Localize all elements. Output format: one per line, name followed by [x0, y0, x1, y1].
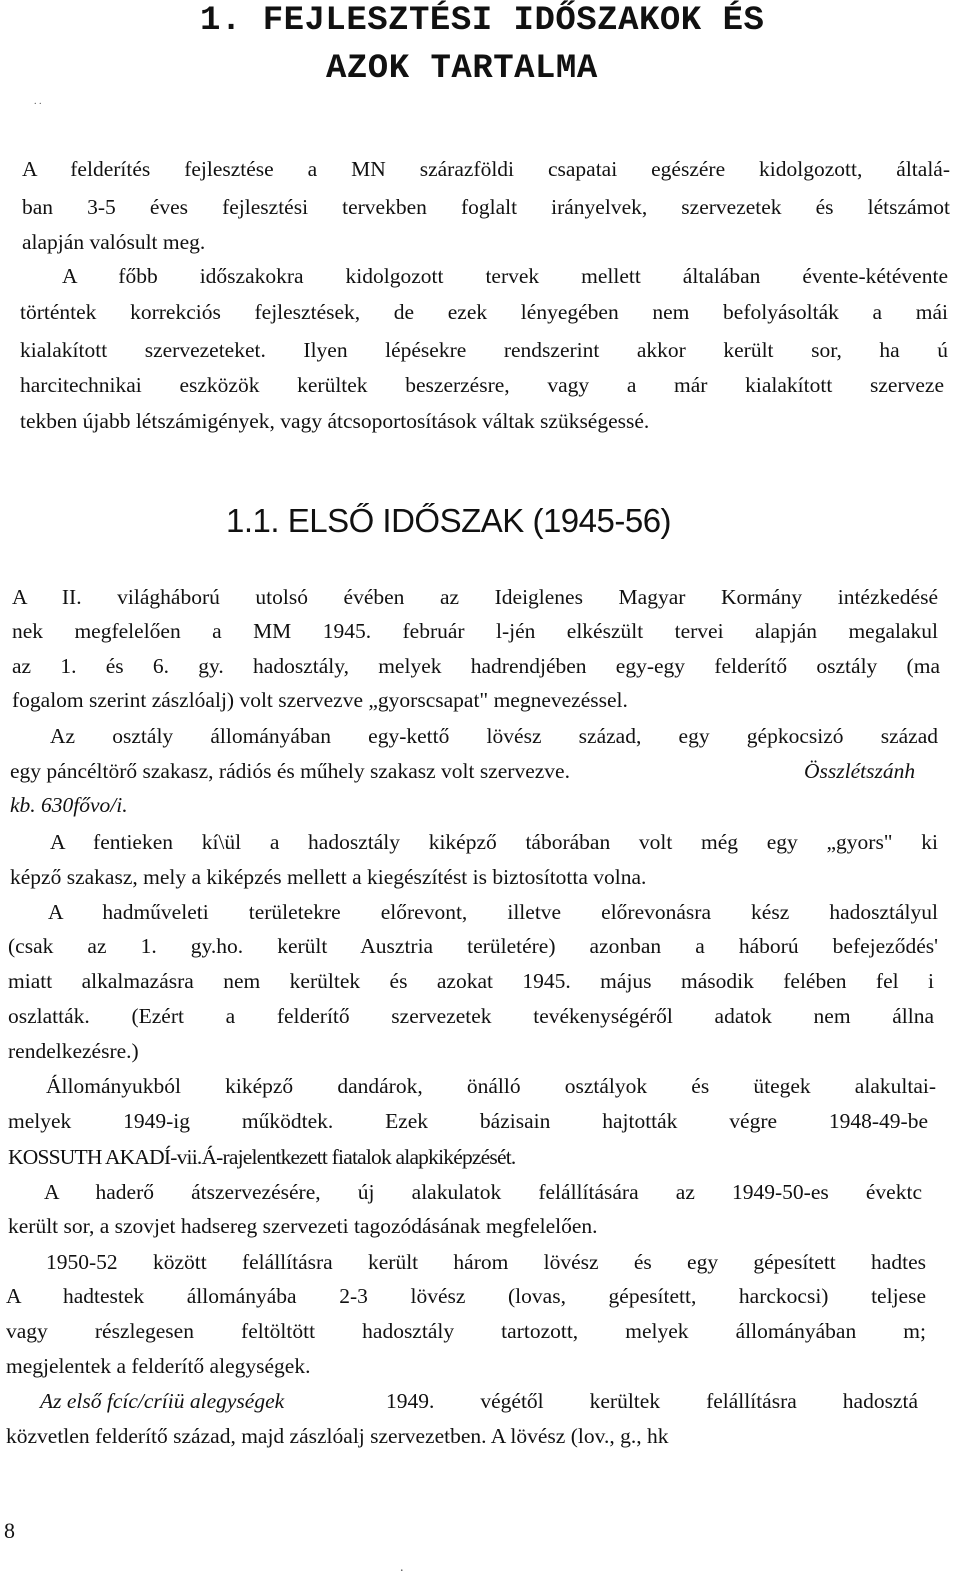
- body-line: KOSSUTH AKADÍ-vii.Á-rajelentkezett fiatalok alapkiképzését.: [8, 1145, 516, 1169]
- intro-line: történtek korrekciós fejlesztések, de ezek lényegében nem befolyásolták a mái: [20, 300, 948, 324]
- body-line: miatt alkalmazásra nem kerültek és azokat 1945. május második felében fel i: [8, 969, 934, 993]
- body-line: képző szakasz, mely a kiképzés mellett a kiegészítést is biztosította volna.: [10, 865, 647, 889]
- body-line: az 1. és 6. gy. hadosztály, melyek hadrendjében egy-egy felderítő osztály (ma: [12, 654, 940, 678]
- body-line: egy páncéltörő szakasz, rádiós és műhely szakasz volt szervezve.: [10, 759, 570, 783]
- body-line: oszlatták. (Ezért a felderítő szervezetek tevékenységéről adatok nem állna: [8, 1004, 934, 1028]
- body-line: vagy részlegesen feltöltött hadosztály tartozott, melyek állományában m;: [6, 1319, 926, 1343]
- body-line: Az osztály állományában egy-kettő lövész század, egy gépkocsizó század: [50, 724, 938, 748]
- stray-mark: . .: [34, 96, 42, 107]
- intro-line: ban 3-5 éves fejlesztési tervekben foglalt irányelvek, szervezetek és létszámot: [22, 195, 950, 219]
- body-line: került sor, a szovjet hadsereg szervezeti tagozódásának megfelelően.: [8, 1214, 598, 1238]
- chapter-title-line-1: 1. FEJLESZTÉSI IDŐSZAKOK ÉS: [200, 2, 765, 40]
- intro-line: tekben újabb létszámigények, vagy átcsoportosítások váltak szükségessé.: [20, 409, 650, 433]
- intro-line: harcitechnikai eszközök kerültek beszerzésre, vagy a már kialakított szerveze: [20, 373, 944, 397]
- body-line: A fentieken kí\ül a hadosztály kiképző táborában volt még egy „gyors" ki: [50, 830, 938, 854]
- body-line-italic: kb. 630fővo/i.: [10, 793, 128, 817]
- body-line: megjelentek a felderítő alegységek.: [6, 1354, 311, 1378]
- intro-line: A felderítés fejlesztése a MN szárazföldi csapatai egészére kidolgozott, általá-: [22, 157, 950, 181]
- body-line-italic: Az első fcíc/críiü alegységek: [40, 1389, 285, 1413]
- body-line-italic: Összlétszánh: [804, 759, 916, 783]
- intro-line: alapján valósult meg.: [22, 230, 206, 254]
- body-line: fogalom szerint zászlóalj) volt szervezve „gyorscsapat" megnevezéssel.: [12, 688, 628, 712]
- body-line: A hadtestek állományába 2-3 lövész (lovas, gépesített, harckocsi) teljese: [6, 1284, 926, 1308]
- body-line: A hadműveleti területekre előrevont, illetve előrevonásra kész hadosztályul: [48, 900, 938, 924]
- body-line: 1949. végétől kerültek felállításra hadosztá: [386, 1389, 918, 1413]
- page-number: 8: [4, 1518, 15, 1543]
- body-line: A haderő átszervezésére, új alakulatok felállítására az 1949-50-es évektc: [44, 1180, 922, 1204]
- body-line: Állományukból kiképző dandárok, önálló osztályok és ütegek alakultai-: [46, 1074, 936, 1098]
- chapter-title-line-2: AZOK TARTALMA: [326, 50, 598, 88]
- intro-line: kialakított szervezeteket. Ilyen lépésekre rendszerint akkor került sor, ha ú: [20, 338, 948, 362]
- body-line: 1950-52 között felállításra került három lövész és egy gépesített hadtes: [46, 1250, 926, 1274]
- body-line: rendelkezésre.): [8, 1039, 139, 1063]
- body-line: melyek 1949-ig működtek. Ezek bázisain hajtották végre 1948-49-be: [8, 1109, 928, 1133]
- body-line: közvetlen felderítő század, majd zászlóalj szervezetben. A lövész (lov., g., hk: [6, 1424, 669, 1448]
- body-line: A II. világháború utolsó évében az Ideiglenes Magyar Kormány intézkedésé: [12, 585, 938, 609]
- intro-line: A főbb időszakokra kidolgozott tervek mellett általában évente-kétévente: [62, 264, 948, 288]
- section-title: 1.1. ELSŐ IDŐSZAK (1945-56): [226, 502, 672, 539]
- body-line: (csak az 1. gy.ho. került Ausztria területére) azonban a háború befejeződés': [8, 934, 938, 958]
- body-line: nek megfelelően a MM 1945. február l-jén elkészült tervei alapján megalakul: [12, 619, 938, 643]
- stray-mark: .: [400, 1560, 404, 1575]
